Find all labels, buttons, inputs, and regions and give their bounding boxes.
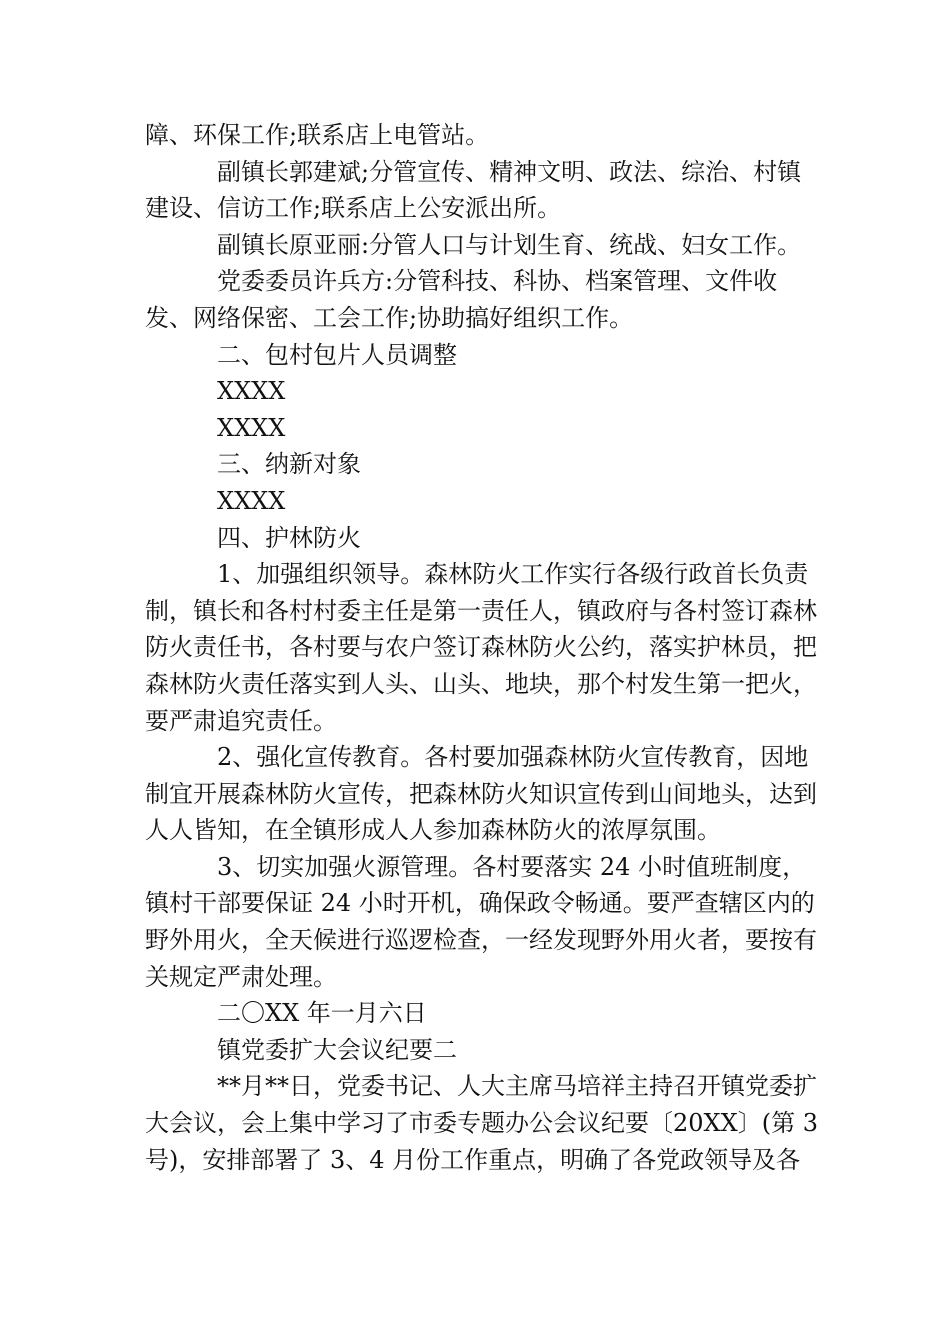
paragraph: 3、切实加强火源管理。各村要落实 24 小时值班制度，镇村干部要保证 24 小时开机，确保政令畅通。要严查辖区内的野外用火，全天候进行巡逻检查，一经发现野外用火者，要按有关规定严肃处理。 — [145, 852, 817, 991]
section-heading: 二、包村包片人员调整 — [217, 340, 457, 369]
placeholder-line: XXXX — [217, 413, 286, 442]
placeholder-line: XXXX — [217, 377, 286, 406]
paragraph: **月**日，党委书记、人大主席马培祥主持召开镇党委扩大会议，会上集中学习了市委专题办公会议纪要〔20XX〕(第 3 号)，安排部署了 3、4 月份工作重点，明确了各党政领导及各 — [145, 1072, 826, 1174]
paragraph: 2、强化宣传教育。各村要加强森林防火宣传教育，因地制宜开展森林防火宣传，把森林防火知识宣传到山间地头，达到人人皆知，在全镇形成人人参加森林防火的浓厚氛围。 — [145, 743, 817, 845]
section-heading: 三、纳新对象 — [217, 450, 361, 479]
placeholder-line: XXXX — [217, 486, 286, 515]
document-body — [145, 117, 825, 1178]
paragraph: 副镇长郭建斌;分管宣传、精神文明、政法、综治、村镇建设、信访工作;联系店上公安派出所。 — [145, 157, 802, 223]
paragraph: 党委委员许兵方:分管科技、科协、档案管理、文件收发、网络保密、工会工作;协助搞好组织工作。 — [145, 267, 778, 332]
date-line: 二〇XX 年一月六日 — [217, 999, 427, 1028]
paragraph: 副镇长原亚丽:分管人口与计划生育、统战、妇女工作。 — [217, 230, 802, 259]
paragraph: 1、加强组织领导。森林防火工作实行各级行政首长负责制，镇长和各村村委主任是第一责任人，镇政府与各村签订森林防火责任书，各村要与农户签订森林防火公约，落实护林员，把森林防火责任落实到人头、山头、地块，那个村发生第一把火，要严肃追究责任。 — [145, 560, 817, 735]
document-title: 镇党委扩大会议纪要二 — [217, 1035, 457, 1064]
paragraph: 障、环保工作;联系店上电管站。 — [145, 121, 490, 149]
section-heading: 四、护林防火 — [217, 523, 361, 552]
